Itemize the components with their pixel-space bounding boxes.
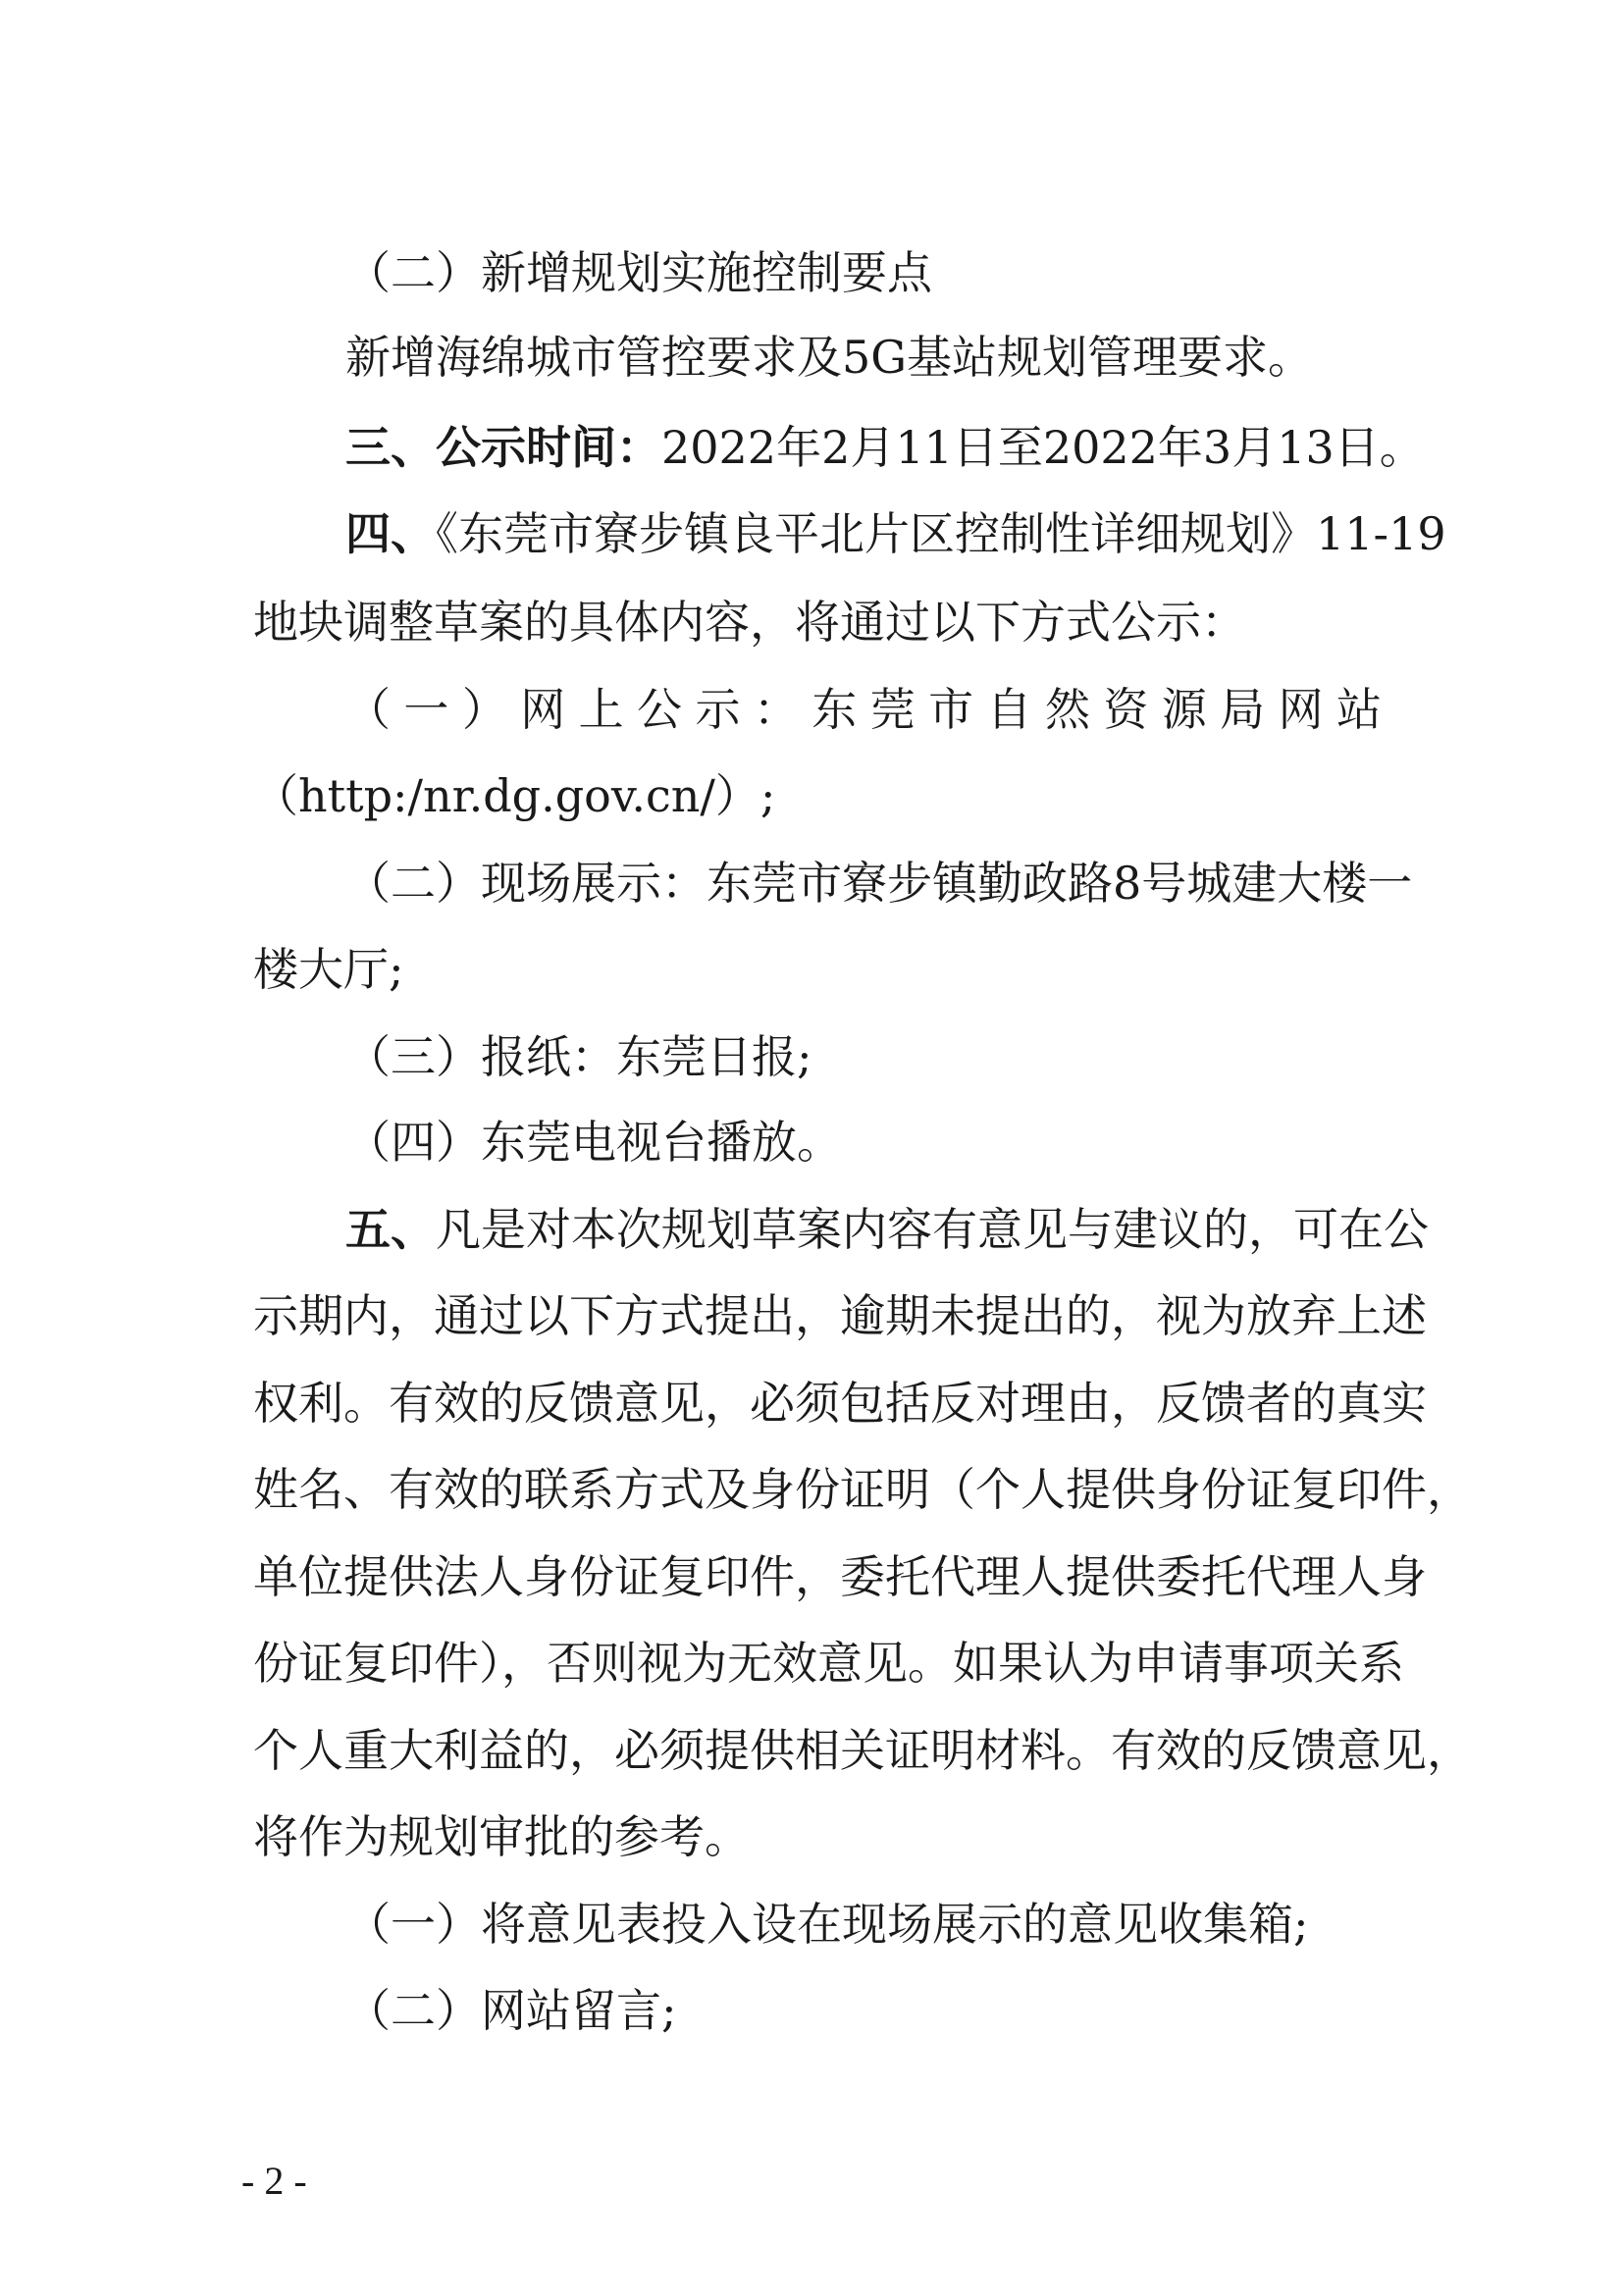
paragraph-continuation: 单位提供法人身份证复印件，委托代理人提供委托代理人身 bbox=[253, 1550, 1427, 1603]
list-item-newspaper: （三）报纸：东莞日报; bbox=[345, 1030, 812, 1083]
section-4 bbox=[345, 504, 1446, 563]
list-item-website-message: （二）网站留言; bbox=[345, 1984, 677, 2037]
subheading-2: （二）新增规划实施控制要点 bbox=[345, 246, 932, 299]
section-3-heading: 三、公示时间： bbox=[345, 421, 661, 474]
paragraph-continuation: 地块调整草案的具体内容，将通过以下方式公示： bbox=[253, 596, 1246, 649]
list-item-tv: （四）东莞电视台播放。 bbox=[345, 1116, 842, 1169]
page-number: - 2 - bbox=[241, 2159, 307, 2203]
paragraph-continuation: 楼大厅; bbox=[253, 943, 404, 996]
paragraph: 新增海绵城市管控要求及5G基站规划管理要求。 bbox=[345, 331, 1314, 384]
section-5 bbox=[345, 1200, 1429, 1259]
section-4-text: 《东莞市寮步镇良平北片区控制性详细规划》11-19 bbox=[436, 507, 1446, 560]
section-5-heading: 五、 bbox=[345, 1203, 436, 1256]
list-item-onsite: （二）现场展示：东莞市寮步镇勤政路8号城建大楼一 bbox=[345, 857, 1413, 910]
list-item-online: （一）网上公示：东莞市自然资源局网站 bbox=[345, 683, 1382, 736]
website-url: （http:/nr.dg.gov.cn/）; bbox=[253, 769, 776, 822]
paragraph-continuation: 示期内，通过以下方式提出，逾期未提出的，视为放弃上述 bbox=[253, 1289, 1427, 1342]
section-5-text: 凡是对本次规划草案内容有意见与建议的，可在公 bbox=[436, 1203, 1429, 1256]
section-3-text: 2022年2月11日至2022年3月13日。 bbox=[661, 421, 1425, 474]
paragraph-continuation: 份证复印件），否则视为无效意见。如果认为申请事项关系 bbox=[253, 1637, 1404, 1690]
section-3 bbox=[345, 418, 1425, 477]
paragraph-continuation: 将作为规划审批的参考。 bbox=[253, 1810, 750, 1863]
list-item-comment-box: （一）将意见表投入设在现场展示的意见收集箱; bbox=[345, 1898, 1309, 1951]
paragraph-continuation: 姓名、有效的联系方式及身份证明（个人提供身份证复印件， bbox=[253, 1463, 1472, 1516]
paragraph-continuation: 个人重大利益的，必须提供相关证明材料。有效的反馈意见， bbox=[253, 1724, 1472, 1777]
section-4-heading: 四、 bbox=[345, 507, 436, 560]
paragraph-continuation: 权利。有效的反馈意见，必须包括反对理由，反馈者的真实 bbox=[253, 1377, 1427, 1430]
